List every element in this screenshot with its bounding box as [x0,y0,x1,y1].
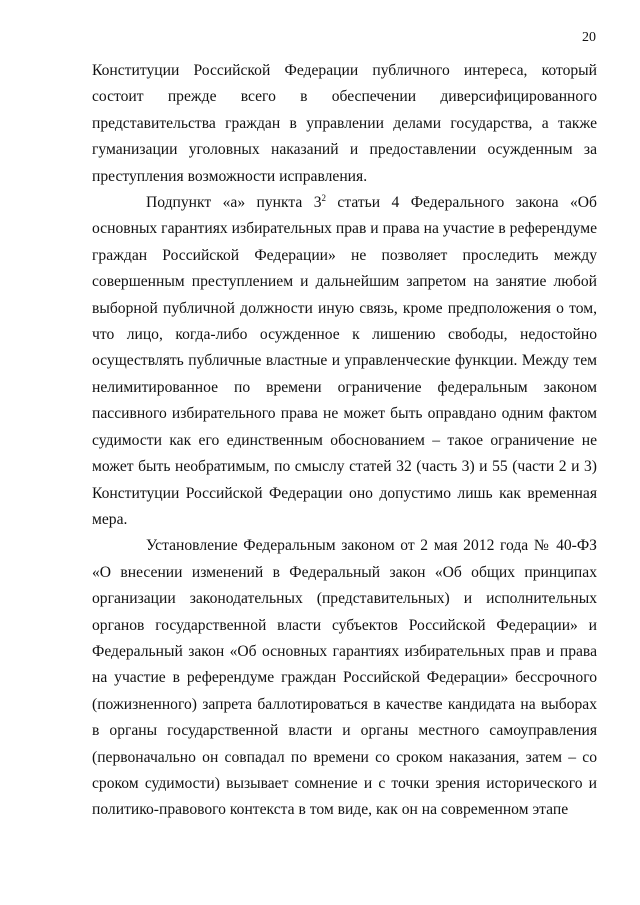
paragraph-2-text-before: Подпункт «а» пункта 3 [146,194,322,212]
page-number: 20 [582,30,596,45]
paragraph-3: Установление Федеральным законом от 2 мая 2012 года № 40-ФЗ «О внесении изменений в Федеральный закон «Об общих принципах организации законодательных (представительных) и исполнительных органов государственной власти субъектов Российской Федерации» и Федеральный закон «Об основных гарантиях избирательных прав и права на участие в референдуме граждан Российской Федерации» бессрочного (пожизненного) запрета баллотироваться в качестве кандидата на выборах в органы государственной власти и органы местного самоуправления (первоначально он совпадал по времени со сроком наказания, затем – со сроком судимости) вызывает сомнение и с точки зрения исторического и политико-правового контекста в том виде, как он на современном этапе [92,537,597,819]
document-body [92,58,597,824]
paragraph-2-text-after: статьи 4 Федерального закона «Об основных гарантиях избирательных прав и права на участие в референдуме граждан Российской Федерации» не позволяет проследить между совершенным преступлением и дальнейшим запретом на занятие любой выборной публичной должности иную связь, кроме предположения о том, что лицо, когда-либо осужденное к лишению свободы, недостойно осуществлять публичные властные и управленческие функции. Между тем нелимитированное по времени ограничение федеральным законом пассивного избирательного права не может быть оправдано одним фактом судимости как его единственным обоснованием – такое ограничение не может быть необратимым, по смыслу статей 32 (часть 3) и 55 (части 2 и 3) Конституции Российской Федерации оно допустимо лишь как временная мера. [92,194,597,528]
paragraph-2-superscript: 2 [321,193,326,204]
paragraph-2 [92,190,597,533]
paragraph-1: Конституции Российской Федерации публичного интереса, который состоит прежде всего в обеспечении диверсифицированного представительства граждан в управлении делами государства, а также гуманизации уголовных наказаний и предоставлении осужденным за преступления возможности исправления. [92,62,597,185]
